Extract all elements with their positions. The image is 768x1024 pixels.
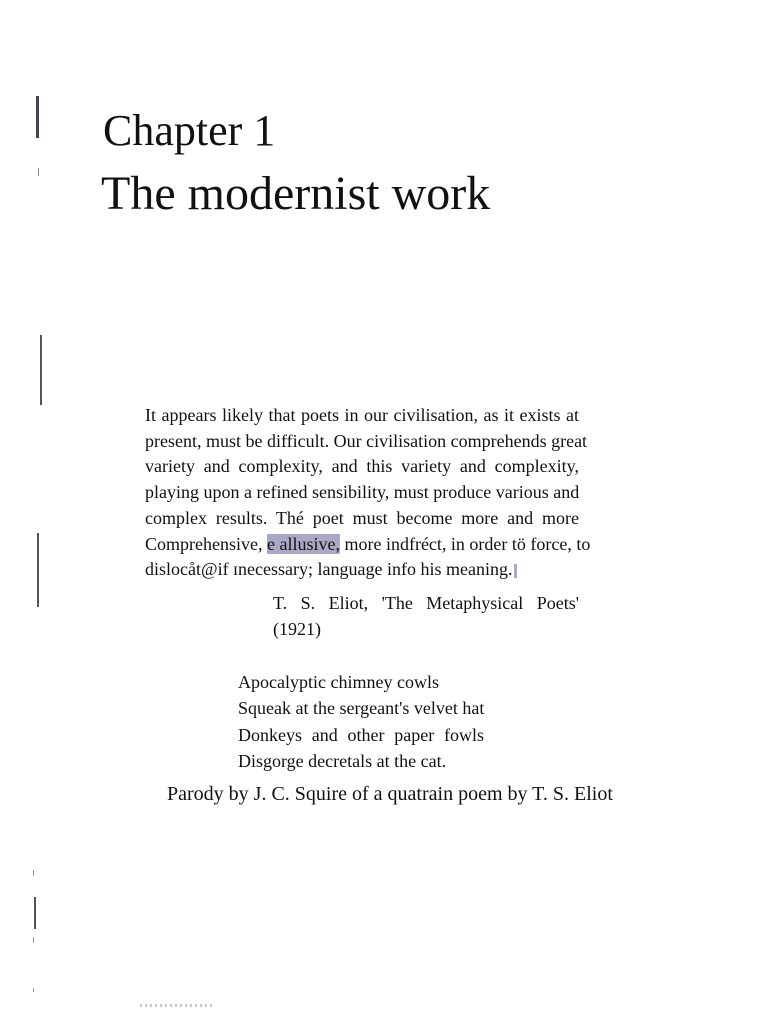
scan-artifact-mark xyxy=(37,533,39,607)
epigraph-text-segment: dislocåt@if ɪnecessary; language info his meaning. xyxy=(145,559,513,580)
epigraph-attribution xyxy=(273,590,579,642)
poem-line: Squeak at the sergeant's velvet hat xyxy=(238,698,485,719)
chapter-label: Chapter 1 xyxy=(103,106,276,155)
scan-artifact-faint-text xyxy=(140,1004,212,1007)
attribution-line: T. S. Eliot, 'The Metaphysical Poets' xyxy=(273,593,579,613)
epigraph-text-segment: more indfréct, in order tö force, to xyxy=(344,533,591,554)
highlighted-text: e allusive, xyxy=(266,533,340,554)
scan-artifact-mark xyxy=(34,897,36,929)
scan-artifact-mark xyxy=(40,335,42,405)
poem-line: Donkeys and other paper fowls xyxy=(238,724,484,745)
poem-line: Apocalyptic chimney cowls xyxy=(238,672,439,692)
epigraph-quote xyxy=(145,403,591,583)
scan-artifact-mark xyxy=(38,168,39,176)
highlight-cursor-mark xyxy=(514,564,517,578)
poem-line: Disgorge decretals at the cat. xyxy=(238,750,447,771)
scan-artifact-mark xyxy=(33,988,34,992)
epigraph-text-segment: Comprehensive, xyxy=(145,533,267,554)
scan-artifact-mark xyxy=(33,937,34,943)
epigraph-line xyxy=(145,557,579,583)
epigraph-line: present, must be difficult. Our civilisation comprehends great xyxy=(145,430,588,451)
scan-artifact-mark xyxy=(36,96,39,138)
attribution-line: (1921) xyxy=(273,619,321,639)
poem-caption: Parody by J. C. Squire of a quatrain poem by T. S. Eliot xyxy=(167,783,613,805)
epigraph-line: variety and complexity, and this variety and complexity, xyxy=(145,456,579,477)
scan-artifact-mark xyxy=(33,870,34,876)
epigraph-line: playing upon a refined sensibility, must produce various and xyxy=(145,482,580,503)
epigraph-line: complex results. Thé poet must become more and more xyxy=(145,507,579,528)
epigraph-line xyxy=(145,532,591,558)
chapter-title: The modernist work xyxy=(101,167,491,220)
epigraph-line: It appears likely that poets in our civilisation, as it exists at xyxy=(145,405,579,425)
quatrain-poem xyxy=(238,669,484,774)
